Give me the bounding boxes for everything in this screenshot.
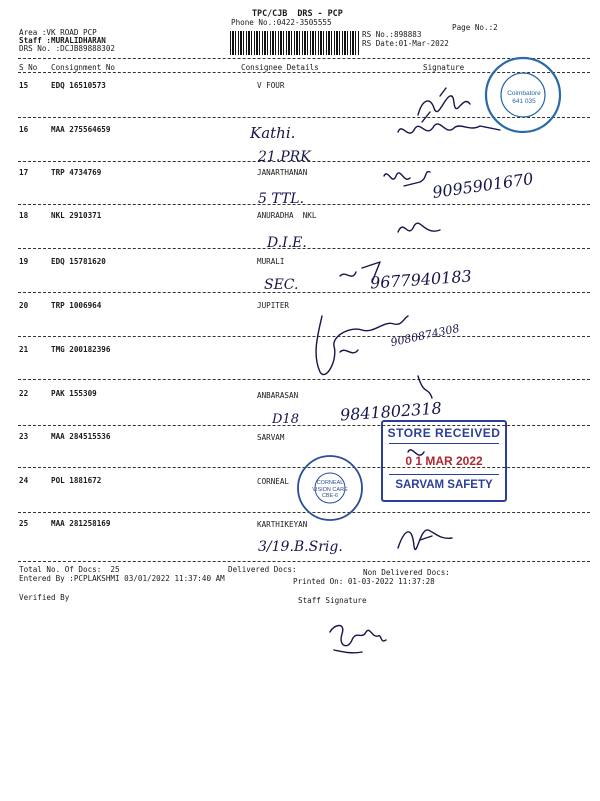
signature-row-15	[418, 88, 470, 115]
non-delivered-docs: Non Delivered Docs:	[363, 568, 450, 577]
store-received-stamp	[381, 420, 507, 502]
staff-label: Staff :MURALIDHARAN	[19, 36, 106, 45]
row-consignee: MURALI	[257, 257, 285, 266]
signature-row-18	[398, 223, 440, 232]
row-consignee: KARTHIKEYAN	[257, 520, 308, 529]
row-consignment: MAA 275564659	[51, 125, 111, 134]
handwritten-phone: 9841802318	[339, 398, 443, 425]
row-consignment: TRP 1006964	[51, 301, 102, 310]
handwritten-door-number: 5 TTL.	[258, 191, 305, 207]
row-divider	[18, 117, 590, 118]
delivered-docs: Delivered Docs:	[228, 565, 297, 574]
row-consignee: ANURADHA NKL	[257, 211, 317, 220]
phone-number: Phone No.:0422-3505555	[231, 18, 332, 27]
page-number: Page No.:2	[452, 23, 498, 32]
row-consignee: JANARTHANAN	[257, 168, 308, 177]
stamp-text: STORE RECEIVED	[387, 426, 501, 440]
verified-by-label: Verified By	[19, 593, 70, 602]
row-consignment: NKL 2910371	[51, 211, 102, 220]
row-consignment: POL 1881672	[51, 476, 102, 485]
row-sno: 23	[19, 432, 29, 441]
signature-row-25	[398, 530, 452, 550]
column-header-consignment: Consignment No	[51, 63, 116, 72]
row-consignee: JUPITER	[257, 301, 290, 310]
row-consignment: TMG 200182396	[51, 345, 111, 354]
row-consignment: MAA 284515536	[51, 432, 111, 441]
divider	[18, 72, 590, 73]
courier-seal-text: Coimbatore 641 035	[507, 90, 541, 105]
row-sno: 24	[19, 476, 29, 485]
handwritten-phone: 9080874308	[389, 321, 461, 350]
row-divider	[18, 379, 590, 380]
handwritten-name: Kathi.	[250, 124, 296, 142]
printed-on: Printed On: 01-03-2022 11:37:28	[293, 577, 435, 586]
handwritten-door-number: 3/19.B.Srig.	[258, 539, 343, 555]
row-sno: 15	[19, 81, 29, 90]
row-consignee: SARVAM	[257, 433, 285, 442]
row-divider	[18, 292, 590, 293]
stamp-date: 0 1 MAR 2022	[405, 454, 483, 468]
row-consignment: EDQ 15781620	[51, 257, 106, 266]
column-header-sno: S No	[19, 63, 38, 72]
handwritten-phone: 9095901670	[431, 169, 535, 202]
row-sno: 17	[19, 168, 29, 177]
stamp-rule	[389, 443, 499, 444]
barcode	[230, 31, 360, 55]
row-sno: 20	[19, 301, 29, 310]
row-sno: 22	[19, 389, 29, 398]
row-sno: 25	[19, 519, 29, 528]
row-divider	[18, 512, 590, 513]
row-consignment: EDQ 16510573	[51, 81, 106, 90]
row-consignee: CORNEAL	[257, 477, 290, 486]
rs-date: RS Date:01-Mar-2022	[362, 39, 449, 48]
row-consignment: PAK 155309	[51, 389, 97, 398]
document-title: TPC/CJB DRS - PCP	[252, 8, 343, 18]
area-label: Area :VK ROAD PCP	[19, 28, 97, 37]
signature-row-16	[398, 112, 500, 133]
staff-signature-scribble	[330, 626, 386, 653]
row-sno: 16	[19, 125, 29, 134]
row-sno: 18	[19, 211, 29, 220]
handwritten-door-number: D18	[272, 412, 299, 427]
drs-number: DRS No. :DCJB89888302	[19, 44, 116, 53]
corneal-seal-text: CORNEAL VISION CARE CBE-6	[312, 480, 348, 500]
column-header-consignee: Consignee Details	[241, 63, 319, 72]
row-sno: 21	[19, 345, 29, 354]
handwritten-door-number: 21.PRK	[258, 149, 311, 165]
signature-row-17	[384, 172, 430, 186]
row-divider	[18, 561, 590, 562]
staff-signature-label: Staff Signature	[298, 596, 367, 605]
row-consignment: TRP 4734769	[51, 168, 102, 177]
row-consignee: ANBARASAN	[257, 391, 299, 400]
divider	[18, 58, 590, 59]
handwritten-door-number: SEC.	[264, 277, 299, 293]
row-divider	[18, 336, 590, 337]
entered-by: Entered By :PCPLAKSHMI 03/01/2022 11:37:40 AM	[19, 574, 225, 583]
handwritten-phone: 9677940183	[369, 266, 473, 293]
total-docs: Total No. Of Docs: 25	[19, 565, 120, 574]
stamp-rule	[389, 474, 499, 475]
stamp-text: SARVAM SAFETY	[395, 479, 493, 491]
row-consignment: MAA 281258169	[51, 519, 111, 528]
rs-number: RS No.:898883	[362, 30, 422, 39]
row-sno: 19	[19, 257, 29, 266]
row-consignee: V FOUR	[257, 81, 285, 90]
column-header-signature: Signature	[423, 63, 465, 72]
handwritten-door-number: D.I.E.	[267, 235, 307, 251]
